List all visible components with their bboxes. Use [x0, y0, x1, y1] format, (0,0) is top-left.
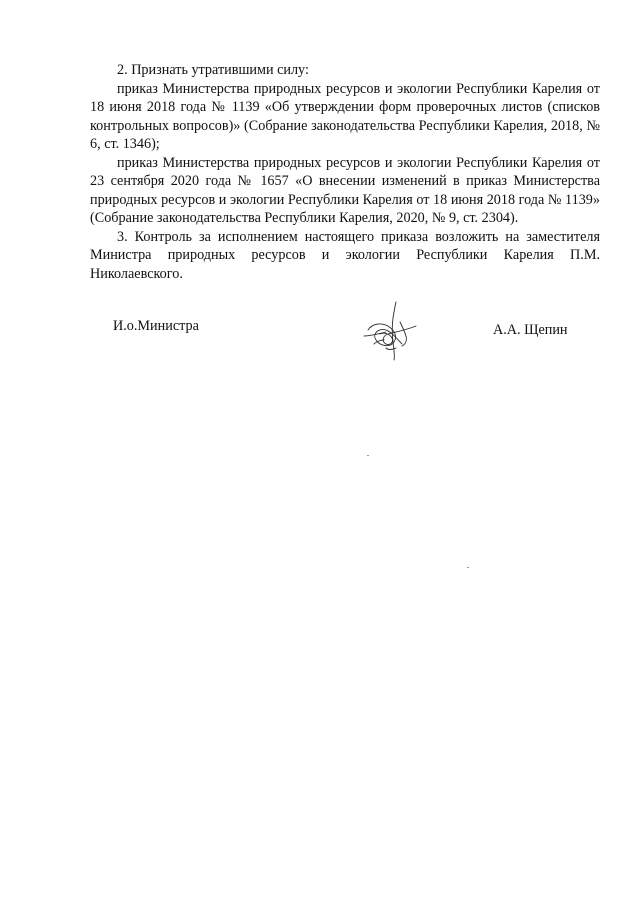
scan-speck: [467, 567, 469, 568]
signature-block: [0, 300, 640, 370]
handwritten-signature-icon: [362, 300, 422, 362]
signer-name: А.А. Щепин: [493, 322, 568, 338]
paragraph-repealed-order-1657: приказ Министерства природных ресурсов и экологии Республики Карелия от 23 сентября 2020 года № 1657 «О внесении изменений в приказ Министерства природных ресурсов и экологии Республики Карелия от 18 июня 2018 года № 1139» (Собрание законодательства Республики Карелия, 2020, № 9, ст. 2304).: [90, 154, 600, 226]
scan-speck: [367, 455, 369, 456]
paragraph-repealed-order-1139: приказ Министерства природных ресурсов и экологии Республики Карелия от 18 июня 2018 года № 1139 «Об утверждении форм проверочных листов (списков контрольных вопросов)» (Собрание законодательства Республики Карелия, 2018, № 6, ст. 1346);: [90, 80, 600, 152]
document-body: [90, 61, 600, 283]
signer-position: И.о.Министра: [113, 318, 199, 334]
paragraph-item-2: 2. Признать утратившими силу:: [117, 62, 309, 78]
paragraph-item-3-control: 3. Контроль за исполнением настоящего приказа возложить на заместителя Министра природных ресурсов и экологии Республики Карелия П.М. Николаевского.: [90, 228, 600, 282]
